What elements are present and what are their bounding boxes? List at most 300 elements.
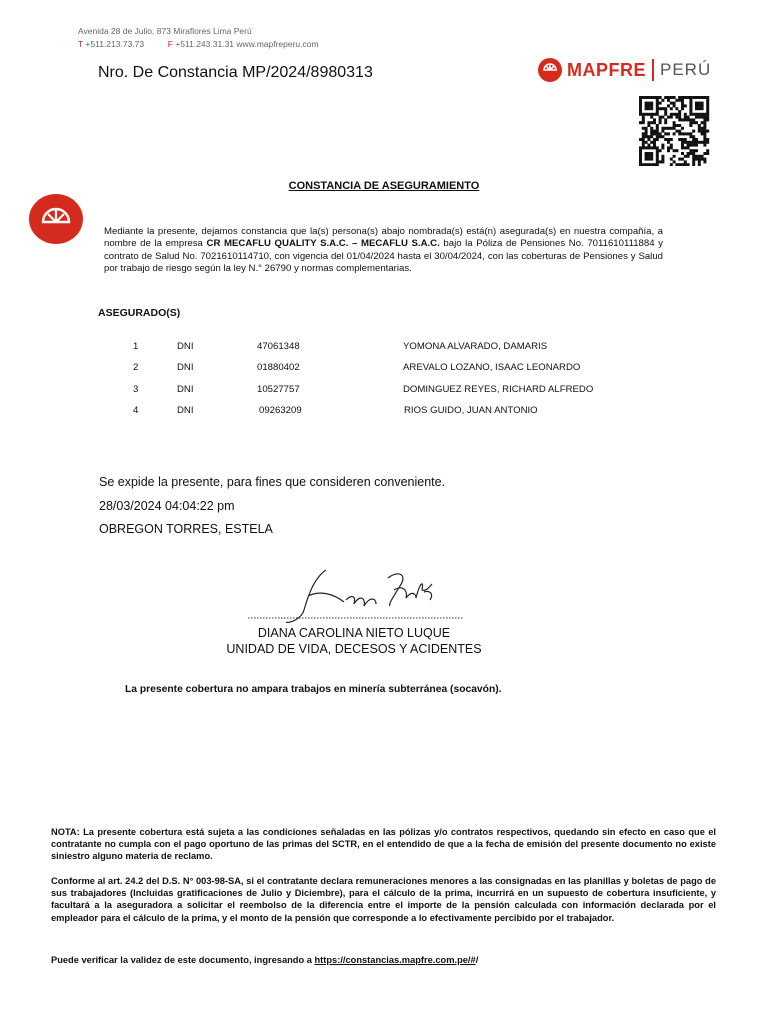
qr-module [681,99,684,102]
qr-module [689,121,692,124]
qr-module [661,144,664,147]
qr-module [703,132,706,135]
qr-module [645,135,648,138]
document-type: DNI [177,384,194,395]
qr-module [653,141,656,144]
signature [248,560,463,626]
qr-module [681,152,684,155]
qr-module [653,130,656,133]
table-row [0,384,768,398]
table-row [0,362,768,376]
qr-module [639,113,642,116]
logo-country-text: PERÚ [660,60,712,79]
qr-module [664,96,667,99]
qr-module [642,118,645,121]
qr-module [684,132,687,135]
qr-module [689,141,692,144]
qr-module [673,132,676,135]
qr-module [703,135,706,138]
document-id: 01880402 [257,362,300,373]
constancia-number: Nro. De Constancia MP/2024/8980313 [98,64,373,81]
qr-module [689,96,692,99]
qr-module [675,130,678,133]
insured-name: AREVALO LOZANO, ISAAC LEONARDO [403,362,581,373]
mapfre-emblem-icon [29,194,83,244]
note-paragraph: NOTA: La presente cobertura está sujeta a las condiciones señaladas en las pólizas y/o contratos respectivos, quedando sin efecto en caso que el contratante no cumpla con el pago oportuno de las primas del SCTR, en el entendido de que a la fecha de emisión del presente documento no existe siniestro alguno materia de reclamo. [51,827,716,862]
qr-module [698,130,701,133]
qr-module [642,135,645,138]
qr-module [687,163,690,166]
qr-module [687,144,690,147]
qr-module [684,96,687,99]
qr-module [647,158,650,161]
qr-module [678,99,681,102]
qr-module [698,124,701,127]
qr-module [645,152,648,155]
qr-module [647,135,650,138]
qr-module [642,127,645,130]
qr-module [642,132,645,135]
qr-module [645,163,648,166]
qr-module [684,141,687,144]
qr-module [656,96,659,99]
qr-module [678,163,681,166]
qr-module [678,118,681,121]
qr-module [639,107,642,110]
qr-module [667,96,670,99]
qr-module [664,110,667,113]
qr-module [681,96,684,99]
qr-module [656,135,659,138]
qr-module [650,96,653,99]
qr-module [692,160,695,163]
qr-module [639,99,642,102]
qr-module [701,130,704,133]
qr-module [695,155,698,158]
document-id: 47061348 [257,341,300,352]
qr-module [642,144,645,147]
qr-module [689,132,692,135]
qr-module [659,116,662,119]
qr-module [678,124,681,127]
qr-module [661,107,664,110]
qr-module [701,155,704,158]
qr-module [678,113,681,116]
qr-module [645,130,648,133]
qr-module [642,146,645,149]
qr-module [703,138,706,141]
qr-module [645,146,648,149]
qr-module [673,113,676,116]
qr-module [675,149,678,152]
qr-module [703,160,706,163]
qr-module [689,102,692,105]
qr-module [645,132,648,135]
qr-module [698,104,701,107]
qr-module [667,138,670,141]
insured-name: YOMONA ALVARADO, DAMARIS [403,341,548,352]
qr-module [667,99,670,102]
qr-module [645,141,648,144]
qr-module [689,113,692,116]
qr-module [675,99,678,102]
qr-module [661,146,664,149]
qr-module [684,163,687,166]
table-row [0,405,768,419]
qr-module [650,158,653,161]
qr-module [642,96,645,99]
qr-module [670,102,673,105]
row-number: 4 [133,405,139,416]
qr-code-icon [638,96,710,166]
qr-module [639,146,642,149]
qr-module [670,116,673,119]
qr-module [701,132,704,135]
qr-module [656,163,659,166]
qr-module [678,138,681,141]
qr-module [689,107,692,110]
qr-module [653,132,656,135]
qr-module [659,135,662,138]
qr-module [673,124,676,127]
qr-module [681,138,684,141]
qr-module [706,113,709,116]
qr-module [678,158,681,161]
qr-module [695,141,698,144]
qr-module [645,155,648,158]
qr-module [687,141,690,144]
qr-module [642,116,645,119]
qr-module [703,130,706,133]
qr-module [692,135,695,138]
qr-module [706,104,709,107]
qr-module [650,132,653,135]
legal-paragraph: Conforme al art. 24.2 del D.S. N° 003-98-SA, si el contratante declara remuneraciones menores a las consignadas en las planillas y boletas de pago de sus trabajadores (Incluidas gratificaciones de Julio y Diciembre), para el cálculo de la prima, incurrirá en un supuesto de cobertura insuficiente, y facultará a la aseguradora a solicitar el reembolso de la diferencia entre el importe de la pensión calculada con información declarada por el empleador para el cálculo de la prima, y el monto de la pensión que corresponde a lo efectivamente percibido por el trabajador. [51,876,716,923]
qr-module [642,163,645,166]
qr-module [656,146,659,149]
qr-module [656,152,659,155]
document-type: DNI [177,362,194,373]
qr-module [650,127,653,130]
qr-module [661,130,664,133]
document-type: DNI [177,405,194,416]
qr-module [698,160,701,163]
qr-module [659,118,662,121]
qr-module [701,96,704,99]
qr-module [639,96,642,99]
qr-module [689,135,692,138]
qr-module [642,121,645,124]
qr-module [675,107,678,110]
qr-module [656,124,659,127]
qr-module [681,163,684,166]
qr-module [673,149,676,152]
qr-module [670,127,673,130]
qr-module [653,113,656,116]
document-id: 09263209 [259,405,302,416]
qr-module [689,152,692,155]
qr-module [695,116,698,119]
qr-module [681,146,684,149]
qr-module [698,141,701,144]
qr-module [701,141,704,144]
qr-module [661,116,664,119]
qr-module [695,144,698,147]
mapfre-logo [538,56,711,84]
qr-module [689,149,692,152]
qr-module [659,96,662,99]
qr-module [706,110,709,113]
qr-module [701,116,704,119]
qr-module [684,118,687,121]
qr-module [670,158,673,161]
qr-module [656,132,659,135]
qr-module [670,113,673,116]
qr-module [698,127,701,130]
qr-module [659,160,662,163]
qr-module [670,146,673,149]
qr-module [664,113,667,116]
qr-module [706,141,709,144]
qr-module [673,160,676,163]
qr-module [659,149,662,152]
qr-module [706,116,709,119]
intro-text-2: bajo la Póliza de Pensiones No. 7011610111884 y contrato de Salud No. 7021610114710, con vigencia del 01/04/2024 hasta el 30/04/2024, con las coberturas de Pensiones y Salud por trabajo de riesgo según la ley N.° 26790 y normas complementarias. [104,238,663,275]
qr-module [673,104,676,107]
qr-module [687,152,690,155]
qr-module [687,96,690,99]
qr-module [703,118,706,121]
qr-module [678,96,681,99]
qr-module [701,102,704,105]
qr-module [656,149,659,152]
phone-number: +511.213.73.73 [85,39,145,49]
qr-module [645,96,648,99]
qr-module [692,113,695,116]
qr-module [701,104,704,107]
qr-module [692,149,695,152]
qr-module [661,160,664,163]
qr-module [667,127,670,130]
qr-module [639,138,642,141]
qr-module [689,104,692,107]
qr-module [656,99,659,102]
qr-module [650,152,653,155]
logo-divider [652,59,654,81]
document-title: CONSTANCIA DE ASEGURAMIENTO [288,180,480,192]
qr-module [673,155,676,158]
qr-module [689,99,692,102]
qr-module [656,110,659,113]
qr-module [695,158,698,161]
qr-module [645,127,648,130]
qr-module [701,158,704,161]
qr-module [678,116,681,119]
qr-module [647,113,650,116]
qr-module [684,160,687,163]
qr-module [645,113,648,116]
verify-text: Puede verificar la validez de este documento, ingresando a [51,955,315,965]
qr-module [647,104,650,107]
qr-module [670,163,673,166]
qr-module [639,155,642,158]
qr-module [659,107,662,110]
qr-module [656,113,659,116]
qr-module [656,138,659,141]
qr-module [703,96,706,99]
qr-module [653,121,656,124]
qr-module [698,113,701,116]
qr-module [695,107,698,110]
qr-module [639,158,642,161]
qr-module [703,113,706,116]
qr-module [653,96,656,99]
qr-module [647,124,650,127]
address-line: Avenida 28 de Julio, 873 Miraflores Lima Perú [78,26,252,36]
qr-module [661,99,664,102]
qr-module [698,107,701,110]
qr-module [647,121,650,124]
qr-module [706,138,709,141]
qr-module [667,149,670,152]
qr-module [675,124,678,127]
document-id: 10527757 [257,384,300,395]
qr-module [656,127,659,130]
qr-module [687,155,690,158]
qr-module [695,138,698,141]
company-address-block [78,25,319,51]
qr-module [656,107,659,110]
qr-module [647,138,650,141]
qr-module [664,132,667,135]
qr-module [701,121,704,124]
qr-module [667,141,670,144]
qr-module [684,146,687,149]
qr-module [670,138,673,141]
qr-module [639,163,642,166]
qr-module [647,107,650,110]
qr-module [689,110,692,113]
qr-module [650,113,653,116]
qr-module [667,104,670,107]
qr-module [695,102,698,105]
qr-module [701,113,704,116]
signer-unit: UNIDAD DE VIDA, DECESOS Y ACIDENTES [226,642,482,656]
qr-module [639,149,642,152]
qr-module [664,107,667,110]
issue-datetime: 28/03/2024 04:04:22 pm [99,499,235,513]
qr-module [650,155,653,158]
qr-module [659,102,662,105]
qr-module [692,121,695,124]
row-number: 3 [133,384,139,395]
verify-link[interactable]: https://constancias.mapfre.com.pe/# [314,955,476,965]
qr-module [701,107,704,110]
qr-module [701,127,704,130]
qr-module [687,116,690,119]
qr-module [650,163,653,166]
qr-module [667,132,670,135]
qr-module [653,118,656,121]
qr-module [675,116,678,119]
qr-module [642,138,645,141]
qr-module [698,96,701,99]
qr-module [667,116,670,119]
qr-module [698,102,701,105]
verify-line [51,955,478,965]
qr-module [650,135,653,138]
qr-module [695,104,698,107]
qr-module [650,146,653,149]
intro-paragraph [104,226,663,276]
insured-name: RIOS GUIDO, JUAN ANTONIO [404,405,538,416]
qr-module [706,107,709,110]
qr-module [692,96,695,99]
qr-module [706,118,709,121]
qr-module [684,104,687,107]
qr-module [706,96,709,99]
qr-module [695,121,698,124]
qr-module [670,107,673,110]
verify-suffix: / [475,955,479,965]
qr-module [645,104,648,107]
qr-module [681,107,684,110]
qr-module [647,102,650,105]
issued-by: OBREGON TORRES, ESTELA [99,522,273,536]
qr-module [684,116,687,119]
qr-module [639,152,642,155]
qr-module [650,130,653,133]
qr-module [687,118,690,121]
qr-module [692,141,695,144]
qr-module [703,144,706,147]
qr-module [703,152,706,155]
qr-module [642,113,645,116]
qr-module [656,104,659,107]
issue-statement: Se expide la presente, para fines que consideren conveniente. [99,475,446,489]
qr-module [664,121,667,124]
qr-module [678,130,681,133]
qr-module [695,113,698,116]
qr-module [661,127,664,130]
qr-module [673,102,676,105]
qr-module [692,163,695,166]
qr-module [692,152,695,155]
qr-module [703,116,706,119]
qr-module [692,144,695,147]
qr-module [647,155,650,158]
qr-module [659,132,662,135]
qr-module [639,160,642,163]
qr-module [706,152,709,155]
qr-module [653,138,656,141]
qr-module [692,158,695,161]
qr-module [670,96,673,99]
qr-module [653,144,656,147]
qr-module [650,116,653,119]
qr-module [647,146,650,149]
table-row [0,341,768,355]
qr-module [673,127,676,130]
qr-module [681,141,684,144]
qr-module [650,102,653,105]
qr-module [681,127,684,130]
qr-module [678,110,681,113]
qr-module [687,146,690,149]
insured-heading: ASEGURADO(S) [98,307,181,319]
qr-module [703,141,706,144]
logo-brand-text: MAPFRE [567,59,646,80]
